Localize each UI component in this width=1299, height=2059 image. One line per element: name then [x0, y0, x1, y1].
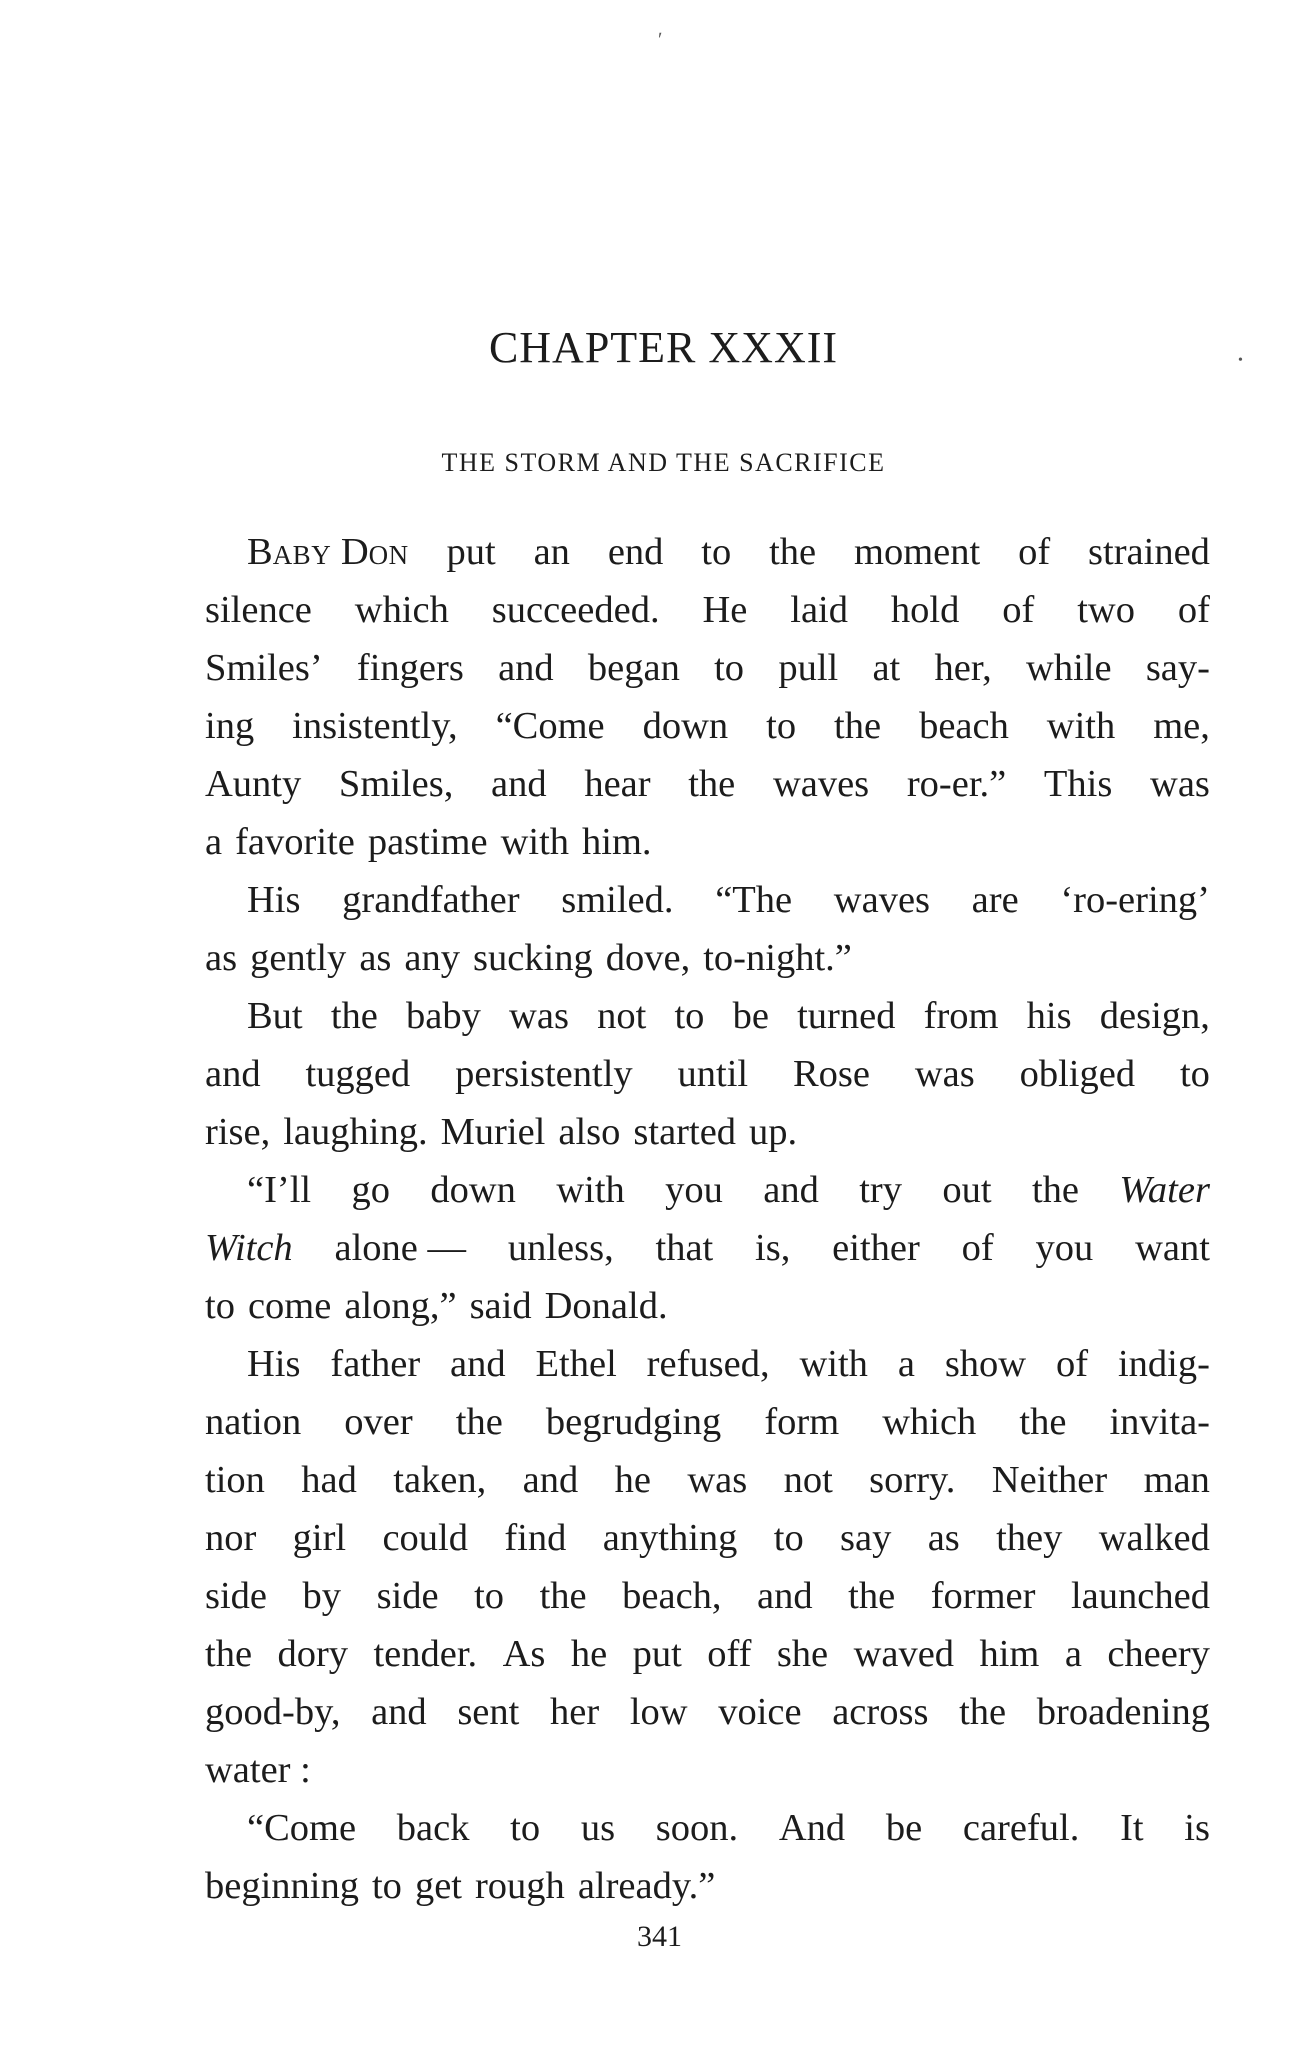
text-line — [205, 1683, 1210, 1741]
word: side — [376, 1575, 439, 1617]
word: the — [959, 1691, 1007, 1733]
word: either — [832, 1227, 920, 1269]
word: also — [558, 1111, 621, 1153]
word: invita- — [1109, 1401, 1210, 1443]
word: are — [971, 879, 1019, 921]
first-word-group — [205, 871, 300, 929]
word: they — [996, 1517, 1063, 1559]
word: and — [498, 647, 554, 689]
word: the — [1031, 1169, 1080, 1211]
word: baby — [406, 995, 481, 1037]
word: silence — [205, 589, 312, 631]
word: any — [404, 937, 460, 979]
word: Smiles, — [338, 763, 454, 805]
word: and — [491, 763, 547, 805]
first-word-group — [205, 523, 409, 584]
word: down — [642, 705, 729, 747]
word: form — [764, 1401, 840, 1443]
word: But — [247, 995, 303, 1037]
word: strained — [1088, 531, 1210, 573]
word: refused, — [646, 1343, 770, 1385]
italic-word: Witch — [205, 1227, 293, 1269]
word: beach — [919, 705, 1009, 747]
word: her — [550, 1691, 600, 1733]
word: get — [414, 1865, 462, 1907]
word: he — [570, 1633, 608, 1675]
word: as — [205, 937, 238, 979]
text-line — [205, 697, 1210, 755]
chapter-title: CHAPTER XXXII — [488, 323, 839, 372]
text-line — [205, 1219, 1210, 1277]
word: and — [522, 1459, 579, 1501]
word: from — [923, 995, 999, 1037]
word: gently — [250, 937, 347, 979]
text-line — [205, 1393, 1210, 1451]
word: and — [205, 1053, 261, 1095]
paragraph — [205, 1799, 1210, 1915]
word: tion — [205, 1459, 265, 1501]
word: “Come — [495, 705, 605, 747]
page-number: 341 — [637, 1920, 682, 1953]
word: which — [882, 1401, 977, 1443]
word: nor — [205, 1517, 257, 1559]
text-line — [205, 1741, 1210, 1799]
word: the — [834, 705, 882, 747]
word: that — [655, 1227, 714, 1269]
word: launched — [1070, 1575, 1210, 1617]
word: and — [763, 1169, 819, 1211]
word: say — [840, 1517, 892, 1559]
word: a — [1064, 1633, 1082, 1675]
word: smiled. — [561, 879, 674, 921]
text-line — [205, 813, 1210, 871]
word: insistently, — [292, 705, 458, 747]
word: and — [757, 1575, 813, 1617]
word: good-by, — [205, 1691, 341, 1733]
opening-words — [247, 531, 409, 573]
word: ing — [205, 705, 255, 747]
word: put — [446, 531, 496, 573]
word: at — [872, 647, 901, 689]
word: His — [247, 1343, 301, 1385]
word: grandfather — [342, 879, 520, 921]
word: “The — [715, 879, 793, 921]
word: out — [942, 1169, 992, 1211]
word: of — [961, 1227, 994, 1269]
word: He — [702, 589, 748, 631]
word: with — [556, 1169, 625, 1211]
word: up. — [749, 1111, 798, 1153]
word: cheery — [1107, 1633, 1210, 1675]
text-line — [205, 1799, 1210, 1857]
word: to — [701, 531, 732, 573]
opening-small-caps: ABY — [272, 540, 332, 570]
word: to — [1179, 1053, 1210, 1095]
word: an — [533, 531, 570, 573]
word: waves — [833, 879, 931, 921]
opening-small-caps: ON — [368, 540, 409, 570]
word: unless, — [507, 1227, 614, 1269]
word: she — [776, 1633, 829, 1675]
word: tugged — [305, 1053, 411, 1095]
text-line — [205, 1567, 1210, 1625]
word: alone — — [334, 1227, 466, 1269]
word: to — [714, 647, 745, 689]
word: sucking — [472, 937, 593, 979]
paragraph — [205, 987, 1210, 1161]
word: of — [1056, 1343, 1089, 1385]
word: “I’ll — [247, 1169, 312, 1211]
word: tender. — [373, 1633, 478, 1675]
word: hear — [584, 763, 651, 805]
text-line — [205, 1625, 1210, 1683]
word: persistently — [455, 1053, 633, 1095]
word: pull — [778, 647, 839, 689]
word: his — [1026, 995, 1072, 1037]
word: the — [769, 531, 817, 573]
word: pastime — [367, 821, 488, 863]
word: show — [944, 1343, 1027, 1385]
word: sent — [457, 1691, 520, 1733]
word: as — [927, 1517, 960, 1559]
word: broadening — [1036, 1691, 1210, 1733]
word: across — [832, 1691, 929, 1733]
word: moment — [854, 531, 981, 573]
word: which — [354, 589, 449, 631]
text-line — [205, 871, 1210, 929]
word: him. — [582, 821, 652, 863]
word: had — [301, 1459, 357, 1501]
italic-word: Water — [1119, 1169, 1210, 1211]
opening-capital: B — [247, 531, 273, 573]
text-line — [205, 1103, 1210, 1161]
word: waved — [853, 1633, 955, 1675]
word: to — [766, 705, 797, 747]
word: be — [732, 995, 769, 1037]
word: voice — [718, 1691, 802, 1733]
word: us — [580, 1807, 616, 1849]
word: ro-er.” — [906, 763, 1007, 805]
word: not — [783, 1459, 833, 1501]
word: waves — [772, 763, 870, 805]
word: and — [450, 1343, 506, 1385]
text-line — [205, 639, 1210, 697]
text-line — [205, 581, 1210, 639]
word: could — [382, 1517, 468, 1559]
word: to-night.” — [703, 937, 852, 979]
word: This — [1043, 763, 1113, 805]
word: the — [539, 1575, 587, 1617]
text-line — [205, 1509, 1210, 1567]
word: As — [502, 1633, 546, 1675]
word: the — [205, 1633, 253, 1675]
word: obliged — [1019, 1053, 1136, 1095]
word: began — [587, 647, 680, 689]
word: beach, — [622, 1575, 722, 1617]
word: a — [897, 1343, 915, 1385]
word: me, — [1153, 705, 1210, 747]
word: of — [1002, 589, 1035, 631]
word: is, — [755, 1227, 791, 1269]
word: want — [1135, 1227, 1210, 1269]
word: Donald. — [544, 1285, 668, 1327]
text-line — [205, 929, 1210, 987]
word: back — [396, 1807, 470, 1849]
word: come — [247, 1285, 332, 1327]
word: try — [859, 1169, 903, 1211]
word: soon. — [655, 1807, 739, 1849]
paragraph — [205, 871, 1210, 987]
word: him — [979, 1633, 1040, 1675]
word: anything — [602, 1517, 738, 1559]
word: while — [1026, 647, 1112, 689]
word: Smiles’ — [205, 647, 323, 689]
word: It — [1120, 1807, 1144, 1849]
word: favorite — [235, 821, 355, 863]
word: Rose — [792, 1053, 870, 1095]
word: you — [665, 1169, 723, 1211]
word: turned — [797, 995, 896, 1037]
word: was — [509, 995, 569, 1037]
word: nation — [205, 1401, 302, 1443]
word: and — [371, 1691, 427, 1733]
word: girl — [292, 1517, 347, 1559]
word: rough — [474, 1865, 565, 1907]
word: already.” — [577, 1865, 716, 1907]
word: succeeded. — [491, 589, 660, 631]
text-line — [205, 1335, 1210, 1393]
word: the — [848, 1575, 896, 1617]
word: dove, — [605, 937, 691, 979]
word: was — [914, 1053, 975, 1095]
word: of — [1018, 531, 1051, 573]
word: along,” — [344, 1285, 457, 1327]
chapter-subtitle: THE STORM AND THE SACRIFICE — [441, 448, 886, 477]
paragraph — [205, 523, 1210, 871]
word: you — [1035, 1227, 1094, 1269]
word: indig- — [1117, 1343, 1210, 1385]
word: was — [687, 1459, 748, 1501]
word: design, — [1099, 995, 1210, 1037]
word: put — [632, 1633, 682, 1675]
word: down — [430, 1169, 516, 1211]
word: go — [351, 1169, 390, 1211]
word: be — [885, 1807, 923, 1849]
word: to — [510, 1807, 541, 1849]
text-line — [205, 1161, 1210, 1219]
word: side — [205, 1575, 268, 1617]
word: low — [629, 1691, 688, 1733]
word: off — [707, 1633, 752, 1675]
word: hold — [890, 589, 960, 631]
word: as — [359, 937, 392, 979]
word: walked — [1098, 1517, 1210, 1559]
word: her, — [934, 647, 992, 689]
word: was — [1150, 763, 1210, 805]
text-line — [205, 755, 1210, 813]
word: find — [504, 1517, 567, 1559]
first-word-group — [205, 987, 303, 1045]
text-line — [205, 987, 1210, 1045]
word: Neither — [991, 1459, 1108, 1501]
text-line — [205, 1045, 1210, 1103]
word: laughing. — [283, 1111, 428, 1153]
opening-capital: D — [340, 531, 369, 573]
word: Aunty — [205, 763, 302, 805]
word: a — [205, 821, 223, 863]
scan-speck-dot: • — [1238, 353, 1243, 368]
word: with — [799, 1343, 868, 1385]
word: over — [344, 1401, 413, 1443]
word: His — [247, 879, 301, 921]
text-line — [205, 1277, 1210, 1335]
word: Ethel — [535, 1343, 617, 1385]
word: said — [469, 1285, 532, 1327]
word: end — [607, 531, 664, 573]
word: ‘ro-ering’ — [1060, 879, 1210, 921]
word: water : — [205, 1749, 311, 1791]
word: fingers — [356, 647, 464, 689]
word: started — [633, 1111, 737, 1153]
word: begrudging — [545, 1401, 722, 1443]
word: two — [1077, 589, 1135, 631]
word: And — [778, 1807, 846, 1849]
word: to — [773, 1517, 804, 1559]
word: careful. — [962, 1807, 1080, 1849]
word: not — [597, 995, 647, 1037]
word: the — [330, 995, 378, 1037]
word: the — [1019, 1401, 1067, 1443]
first-word-group — [205, 1335, 300, 1393]
word: by — [302, 1575, 342, 1617]
word: laid — [790, 589, 848, 631]
word: of — [1177, 589, 1210, 631]
word: to — [371, 1865, 402, 1907]
word: is — [1184, 1807, 1210, 1849]
paragraph — [205, 1335, 1210, 1799]
word: sorry. — [869, 1459, 956, 1501]
word: he — [614, 1459, 651, 1501]
word: beginning — [205, 1865, 359, 1907]
body-text — [205, 523, 1210, 1915]
word: rise, — [205, 1111, 271, 1153]
word: “Come — [247, 1807, 357, 1849]
first-word-group — [205, 1799, 356, 1857]
text-line — [205, 1451, 1210, 1509]
first-word-group — [205, 1161, 311, 1219]
word: man — [1143, 1459, 1210, 1501]
word: dory — [277, 1633, 349, 1675]
word: with — [1046, 705, 1116, 747]
word: to — [674, 995, 705, 1037]
scan-speck-mark: ʹ — [658, 29, 663, 51]
word: with — [500, 821, 570, 863]
text-line — [205, 1857, 1210, 1915]
word: taken, — [393, 1459, 487, 1501]
word: to — [205, 1285, 235, 1327]
word: father — [330, 1343, 421, 1385]
word: former — [930, 1575, 1036, 1617]
word: the — [688, 763, 736, 805]
word: to — [474, 1575, 505, 1617]
text-line — [205, 523, 1210, 581]
paragraph — [205, 1161, 1210, 1335]
word: the — [455, 1401, 503, 1443]
word: Muriel — [440, 1111, 546, 1153]
word: until — [677, 1053, 749, 1095]
word: say- — [1145, 647, 1210, 689]
